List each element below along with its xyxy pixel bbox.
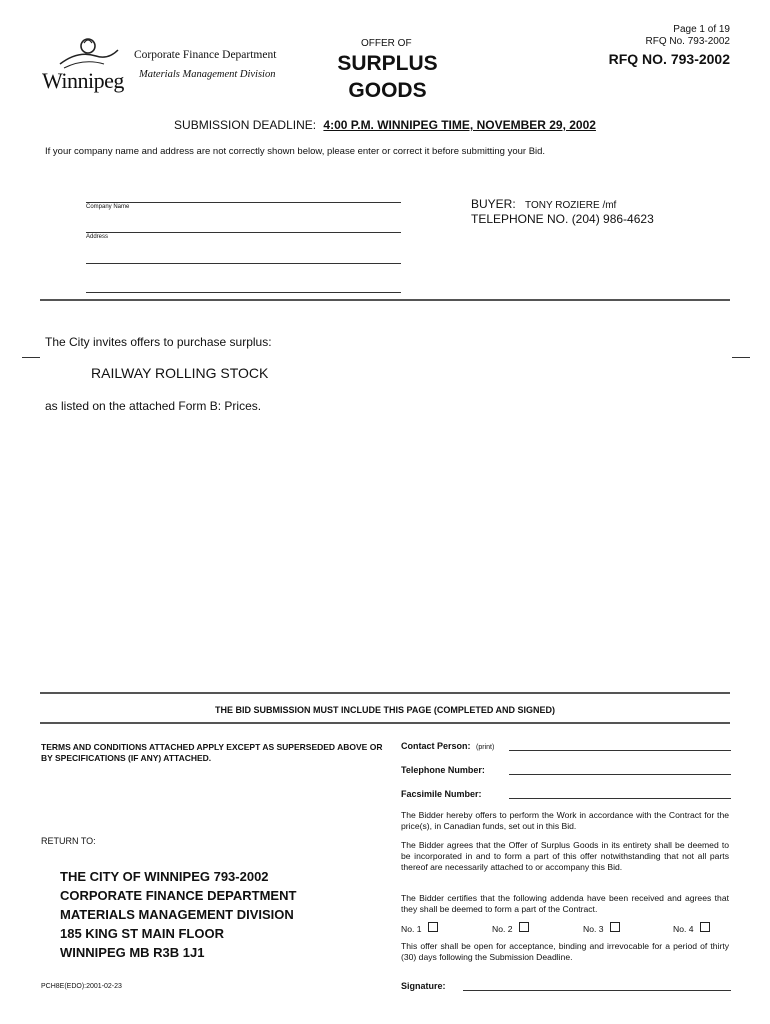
company-name-label: Company Name	[86, 204, 130, 210]
item-title: RAILWAY ROLLING STOCK	[91, 365, 269, 381]
margin-mark-left	[22, 357, 40, 358]
contact-person-label: Contact Person	[401, 741, 468, 751]
addendum-1	[401, 922, 438, 934]
return-address-line: MATERIALS MANAGEMENT DIVISION	[60, 907, 294, 922]
title-line-2: GOODS	[348, 79, 427, 102]
form-code: PCH8E(EDO):2001-02-23	[41, 983, 122, 990]
return-address-line: CORPORATE FINANCE DEPARTMENT	[60, 888, 297, 903]
telephone-label: Telephone Number	[401, 765, 482, 775]
title-line-1: SURPLUS	[337, 52, 438, 75]
deadline-value: 4:00 P.M. WINNIPEG TIME, NOVEMBER 29, 2002	[323, 118, 596, 132]
facsimile-label: Facsimile Number	[401, 789, 479, 799]
signature-label: Signature:	[401, 981, 446, 991]
addendum-1-checkbox[interactable]	[428, 922, 438, 932]
submission-deadline	[0, 118, 770, 132]
return-address	[60, 867, 296, 962]
bidder-agrees-paragraph: The Bidder agrees that the Offer of Surplus Goods in its entirety shall be deemed to be incorporated in and to form a part of this offer notwithstanding that not all parts thereof are necessarily attached to or accompany this Bid.	[401, 840, 729, 872]
return-address-line: 185 KING ST MAIN FLOOR	[60, 926, 224, 941]
addendum-4-label: No. 4	[673, 924, 694, 934]
rfq-number: RFQ NO. 793-2002	[608, 51, 730, 67]
addendum-4-checkbox[interactable]	[700, 922, 710, 932]
document-title	[300, 50, 475, 104]
address-label: Address	[86, 234, 109, 240]
section-divider-bid-top	[40, 692, 730, 694]
addendum-3-checkbox[interactable]	[610, 922, 620, 932]
contact-person-note: (print)	[476, 744, 495, 751]
telephone-field[interactable]	[509, 774, 731, 775]
addendum-2	[492, 922, 529, 934]
signature-field[interactable]	[463, 990, 731, 991]
bid-banner: THE BID SUBMISSION MUST INCLUDE THIS PAGE (COMPLETED AND SIGNED)	[214, 705, 555, 715]
buyer-telephone: TELEPHONE NO. (204) 986-4623	[471, 212, 654, 226]
buyer-info	[471, 197, 616, 211]
buyer-label: BUYER:	[471, 197, 516, 211]
winnipeg-logo	[40, 34, 130, 94]
return-address-line: WINNIPEG MB R3B 1J1	[60, 945, 205, 960]
page-number: Page 1 of 19	[673, 24, 730, 35]
department-name: Corporate Finance Department	[134, 49, 277, 61]
addendum-2-label: No. 2	[492, 924, 513, 934]
offer-of-label: OFFER OF	[361, 38, 412, 49]
section-divider-bid-bottom	[40, 722, 730, 724]
return-to-label: RETURN TO:	[41, 836, 96, 846]
invites-text: The City invites offers to purchase surplus:	[45, 335, 272, 349]
address-line-3[interactable]	[86, 292, 401, 293]
addendum-4	[673, 922, 710, 934]
bidder-certifies-paragraph: The Bidder certifies that the following addenda have been received and agrees that they shall be deemed to form a part of the Contract.	[401, 893, 729, 914]
facsimile-field[interactable]	[509, 798, 731, 799]
section-divider-top	[40, 299, 730, 301]
addendum-3-label: No. 3	[583, 924, 604, 934]
addendum-2-checkbox[interactable]	[519, 922, 529, 932]
listed-text: as listed on the attached Form B: Prices.	[45, 399, 262, 413]
addendum-3	[583, 922, 620, 934]
return-address-line: THE CITY OF WINNIPEG 793-2002	[60, 869, 269, 884]
company-name-line[interactable]	[86, 202, 401, 203]
contact-person-row: Contact Person: (print)	[401, 741, 495, 751]
address-line-1[interactable]	[86, 232, 401, 233]
margin-mark-right	[732, 357, 750, 358]
buyer-name: TONY ROZIERE /mf	[525, 200, 617, 211]
contact-person-field[interactable]	[509, 750, 731, 751]
deadline-label: SUBMISSION DEADLINE:	[174, 118, 317, 132]
instruction-text: If your company name and address are not correctly shown below, please enter or correct it before submitting your Bid.	[45, 146, 546, 157]
rfq-number-small: RFQ No. 793-2002	[645, 36, 730, 47]
facsimile-row: Facsimile Number:	[401, 789, 482, 799]
bidder-offer-paragraph: The Bidder hereby offers to perform the Work in accordance with the Contract for the price(s), in Canadian funds, set out in this Bid.	[401, 810, 729, 831]
address-line-2[interactable]	[86, 263, 401, 264]
division-name: Materials Management Division	[139, 69, 276, 80]
telephone-row: Telephone Number:	[401, 765, 485, 775]
terms-text: TERMS AND CONDITIONS ATTACHED APPLY EXCEPT AS SUPERSEDED ABOVE OR BY SPECIFICATIONS (IF ANY) ATTACHED.	[41, 742, 383, 763]
addendum-1-label: No. 1	[401, 924, 422, 934]
offer-open-paragraph: This offer shall be open for acceptance, binding and irrevocable for a period of thirty (30) days following the Submission Deadline.	[401, 941, 729, 962]
logo-wordmark: Winnipeg	[42, 68, 124, 93]
